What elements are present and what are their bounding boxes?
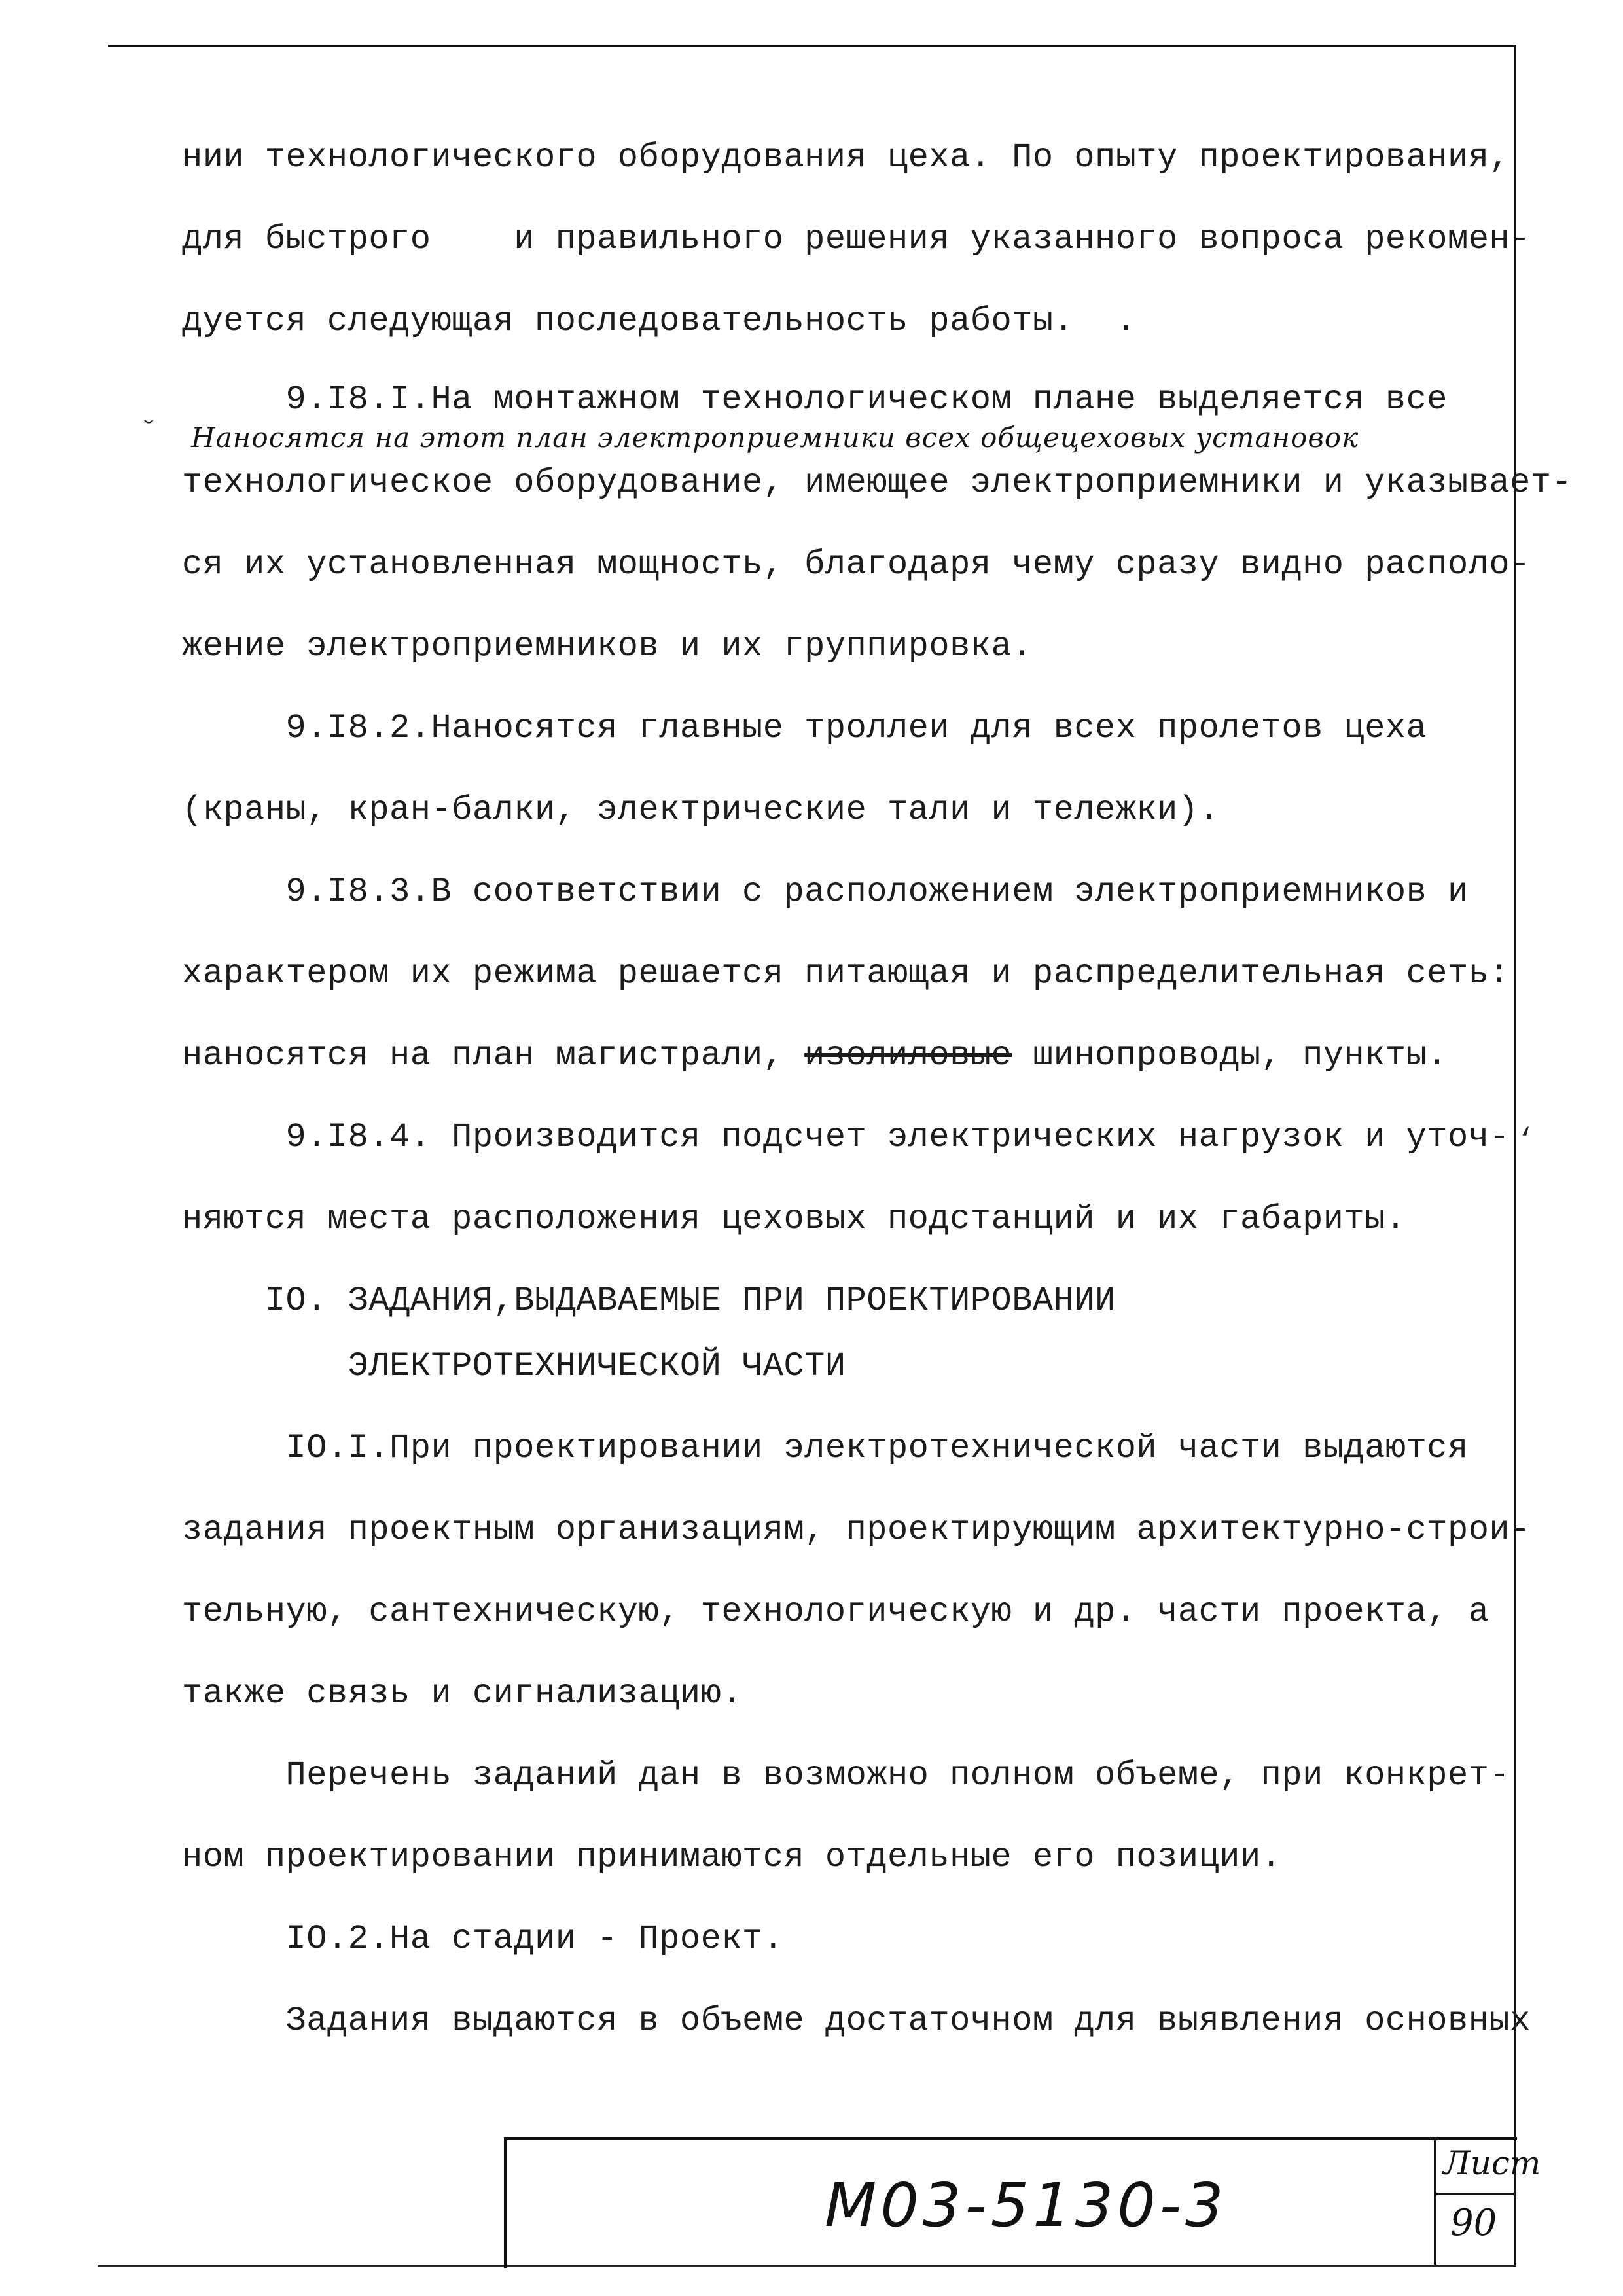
text-line: также связь и сигнализацию. <box>182 1674 743 1713</box>
text-line: характером их режима решается питающая и распределительная сеть: <box>182 954 1510 993</box>
section-heading: ЭЛЕКТРОТЕХНИЧЕСКОЙ ЧАСТИ <box>182 1347 846 1386</box>
text-line: технологическое оборудование, имеющее электроприемники и указывает- <box>182 463 1573 502</box>
text-line: тельную, сантехническую, технологическую и др. части проекта, а <box>182 1592 1489 1631</box>
sheet-label: Лист <box>1443 2144 1541 2182</box>
margin-tick-mark: ˇ <box>140 417 158 450</box>
text-line: задания проектным организациям, проектирующим архитектурно-строи- <box>182 1511 1531 1549</box>
margin-tick-mark: ‘ <box>1517 1124 1535 1157</box>
text-line: (краны, кран-балки, электрические тали и тележки). <box>182 791 1220 829</box>
text-line: няются места расположения цеховых подстанций и их габариты. <box>182 1200 1406 1238</box>
page-frame-right <box>1514 45 1516 2265</box>
text-line: Перечень заданий дан в возможно полном объеме, при конкрет- <box>182 1756 1510 1795</box>
section-heading: IO. ЗАДАНИЯ,ВЫДАВАЕМЫЕ ПРИ ПРОЕКТИРОВАНИИ <box>182 1282 1116 1320</box>
text-line: IO.2.На стадии - Проект. <box>182 1920 784 1958</box>
text-line: ном проектировании принимаются отдельные его позиции. <box>182 1838 1282 1876</box>
text-fragment: наносятся на план магистрали, <box>182 1036 784 1075</box>
text-fragment: шинопроводы, пункты. <box>1012 1036 1448 1075</box>
document-code: М03-5130-3 <box>825 2170 1228 2240</box>
text-line: 9.I8.I.На монтажном технологическом плане выделяется все <box>182 380 1448 419</box>
page-frame-top <box>108 45 1516 47</box>
text-line: 9.I8.3.В соответствии с расположением электроприемников и <box>182 872 1469 911</box>
text-line: жение электроприемников и их группировка. <box>182 627 1033 666</box>
struck-out-word: изолиловые <box>804 1036 1012 1075</box>
title-block-divider <box>1434 2137 1436 2265</box>
text-line: IO.I.При проектировании электротехнической части выдаются <box>182 1429 1469 1467</box>
sheet-number: 90 <box>1450 2202 1497 2244</box>
text-line: ся их установленная мощность, благодаря чему сразу видно располо- <box>182 545 1531 584</box>
text-line: 9.I8.2.Наносятся главные троллеи для всех пролетов цеха <box>182 709 1427 747</box>
sheet-cell-divider <box>1436 2193 1514 2195</box>
text-line: для быстрого и правильного решения указанного вопроса рекомен- <box>182 220 1531 259</box>
text-line <box>182 1034 1448 1077</box>
handwritten-insertion: Наносятся на этот план электроприемники всех общецеховых установок <box>191 422 1359 454</box>
text-line: нии технологического оборудования цеха. По опыту проектирования, <box>182 138 1510 177</box>
text-line: 9.I8.4. Производится подсчет электрических нагрузок и уточ- <box>182 1118 1510 1157</box>
text-line: Задания выдаются в объеме достаточном для выявления основных <box>182 2001 1531 2040</box>
text-line: дуется следующая последовательность работы. . <box>182 302 1137 340</box>
